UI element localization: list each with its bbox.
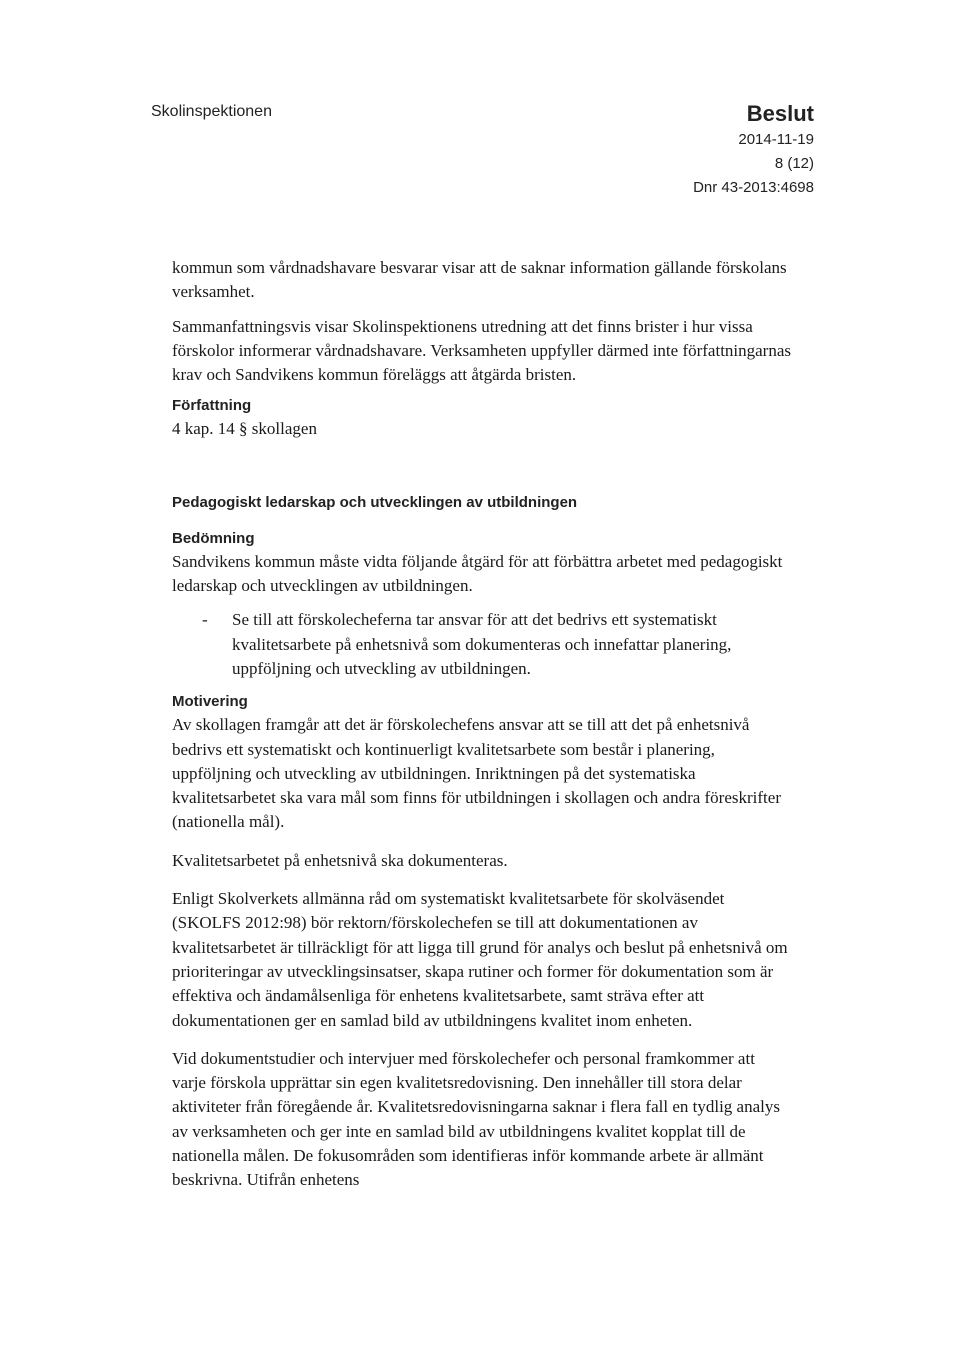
page-number: 8 (12) <box>774 155 814 172</box>
document-type: Beslut <box>746 101 814 126</box>
bedomning-text: Sandvikens kommun måste vidta följande åtgärd för att förbättra arbetet med pedagogiskt ledarskap och utvecklingen av utbildningen. <box>172 551 783 596</box>
bullet-dash: - <box>202 610 208 630</box>
motivering-paragraph-4: Vid dokumentstudier och intervjuer med förskolechefer och personal framkommer att varje förskola upprättar sin egen kvalitetsredovisning. Den innehåller till stora delar aktiviteter från föregående år. Kvalitetsredovisningarna saknar i flera fall en tydlig analys av verksamheten och ger inte en samlad bild av utbildningens kvalitet kopplat till de nationella målen. De fokusområden som identifieras inför kommande arbete är allmänt beskrivna. Utifrån enhetens <box>172 1048 780 1190</box>
intro-paragraph-2: Sammanfattningsvis visar Skolinspektionens utredning att det finns brister i hur vissa förskolor informerar vårdnadshavare. Verksamheten uppfyller därmed inte författningarnas krav och Sandvikens kommun föreläggs att åtgärda bristen. <box>172 316 792 385</box>
forfattning-text: 4 kap. 14 § skollagen <box>172 419 317 439</box>
motivering-paragraph-3: Enligt Skolverkets allmänna råd om systematiskt kvalitetsarbete för skolväsendet (SKOLFS 2012:98) bör rektorn/förskolechefen se till att dokumentationen av kvalitetsarbetet är tillräckligt för att ligga till grund för analys och beslut på enhetsnivå om prioriteringar av utvecklingsinsatser, skapa rutiner och former för dokumentation som är effektiva och ändamålsenliga för enhetens kvalitetsarbete, samt sträva efter att dokumentationen ger en samlad bild av utbildningens kvalitet inom enheten. <box>172 889 788 1030</box>
section-title: Pedagogiskt ledarskap och utvecklingen av utbildningen <box>172 493 578 511</box>
bedomning-heading: Bedömning <box>172 529 255 547</box>
document-body <box>172 256 792 1193</box>
diary-number: Dnr 43-2013:4698 <box>693 179 814 196</box>
forfattning-heading: Författning <box>172 397 252 415</box>
document-date: 2014-11-19 <box>738 131 814 148</box>
intro-paragraph-1: kommun som vårdnadshavare besvarar visar att de saknar information gällande förskolans verksamhet. <box>172 258 787 302</box>
motivering-paragraph-1: Av skollagen framgår att det är förskolechefens ansvar att se till att det på enhetsnivå bedrivs ett systematiskt och kontinuerligt kvalitetsarbete som består i planering, uppföljning och utveckling av utbildningen. Inriktningen på det systematiska kvalitetsarbetet ska vara mål som finns för utbildningen i skollagen och andra föreskrifter (nationella mål). <box>172 715 781 832</box>
bullet-text: Se till att förskolecheferna tar ansvar för att det bedrivs ett systematiskt kvalitetsarbete på enhetsnivå som dokumenteras och innefattar planering, uppföljning och utveckling av utbildningen. <box>232 610 732 678</box>
motivering-paragraph-2: Kvalitetsarbetet på enhetsnivå ska dokumenteras. <box>172 850 508 870</box>
list-item <box>172 608 792 681</box>
organization-name: Skolinspektionen <box>151 103 272 120</box>
document-meta <box>693 100 814 200</box>
motivering-heading: Motivering <box>172 693 248 711</box>
